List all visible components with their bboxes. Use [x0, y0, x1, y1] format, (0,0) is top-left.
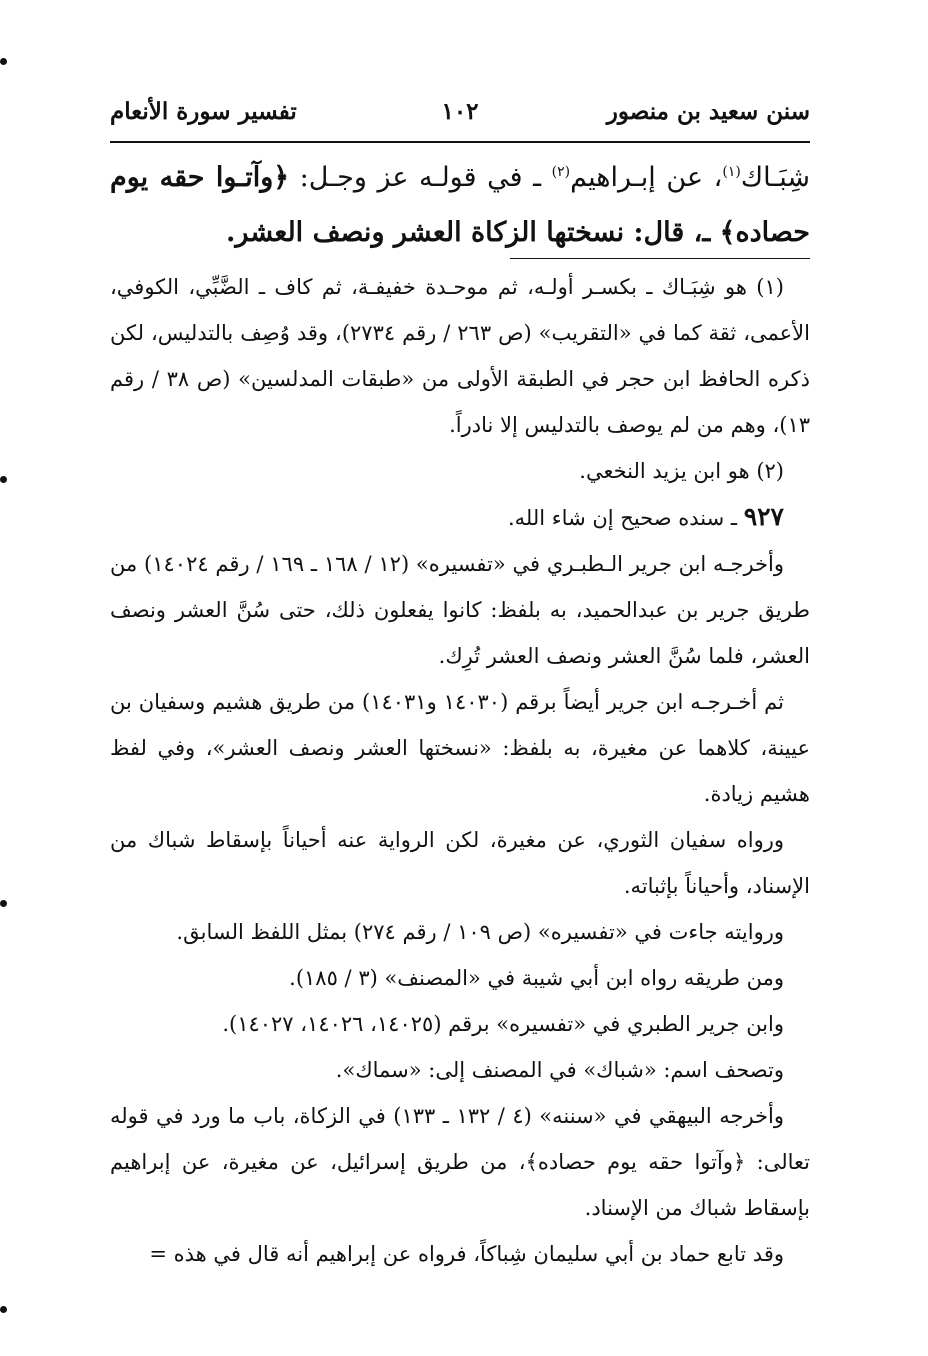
commentary-paragraph: وابن جرير الطبري في «تفسيره» برقم (١٤٠٢٥، ١٤٠٢٦، ١٤٠٢٧).: [222, 1012, 784, 1036]
main-text-segment: شِبَـاك: [740, 162, 810, 193]
hadith-number: ٩٢٧: [743, 502, 784, 531]
running-header: [110, 92, 810, 132]
commentary-paragraph: ومن طريقه رواه ابن أبي شيبة في «المصنف» (٣ / ١٨٥).: [289, 966, 784, 990]
footnote-ref-1: (١): [722, 164, 741, 180]
quran-quote: ﴿وآتـوا حقه يوم حصاده﴾: [110, 162, 810, 248]
scan-mark-dot: [0, 476, 7, 483]
scan-mark-dot: [0, 58, 7, 65]
scan-mark-dot: [0, 1306, 7, 1313]
scan-mark-dot: [0, 900, 7, 907]
header-rule: [110, 141, 810, 143]
commentary-paragraph: ورواه سفيان الثوري، عن مغيرة، لكن الرواية عنه أحياناً بإسقاط شباك من الإسناد، وأحياناً بإثباته.: [110, 828, 810, 898]
hadith-grading: ـ سنده صحيح إن شاء الله.: [508, 506, 738, 530]
main-text-segment: ، عن إبـراهيم: [570, 162, 723, 193]
footnote-ref-2: (٢): [551, 164, 571, 180]
commentary-paragraph: وأخرجـه ابن جرير الـطبـري في «تفسيره» (١٢ / ١٦٨ ـ ١٦٩ / رقم ١٤٠٢٤) من طريق جرير بن عبدالحميد، به بلفظ: كانوا يفعلون ذلك، حتى سُنَّ العشر ونصف العشر، فلما سُنَّ العشر ونصف العشر تُرِك.: [110, 552, 810, 668]
hadith-entry: [110, 494, 810, 541]
page-number: ١٠٢: [441, 98, 479, 125]
main-text-segment: ـ في قولـه عز وجـل:: [289, 162, 552, 193]
footnote-2: (٢) هو ابن يزيد النخعي.: [579, 459, 784, 483]
commentary-paragraph: ثم أخـرجـه ابن جرير أيضاً برقم (١٤٠٣٠ و١٤٠٣١) من طريق هشيم وسفيان بن عيينة، كلاهما عن مغيرة، به بلفظ: «نسختها العشر ونصف العشر»، وفي لفظ هشيم زيادة.: [110, 690, 810, 806]
section-title: تفسير سورة الأنعام: [110, 98, 297, 125]
commentary-paragraph: وروايته جاءت في «تفسيره» (ص ١٠٩ / رقم ٢٧٤) بمثل اللفظ السابق.: [176, 920, 784, 944]
footnote-separator: [510, 258, 810, 259]
commentary-paragraph: وقد تابع حماد بن أبي سليمان شِباكاً، فرواه عن إبراهيم أنه قال في هذه =: [149, 1242, 784, 1266]
book-title: سنن سعيد بن منصور: [606, 98, 810, 125]
commentary-paragraph: وأخرجه البيهقي في «سننه» (٤ / ١٣٢ ـ ١٣٣) في الزكاة، باب ما ورد في قوله تعالى: ﴿وآتوا حقه يوم حصاده﴾، من طريق إسرائيل، عن مغيرة، عن إبراهيم بإسقاط شباك من الإسناد.: [110, 1104, 810, 1220]
footnotes-and-commentary: [110, 264, 810, 1277]
main-text-segment: ـ، قال: نسختها الزكاة العشر ونصف العشر.: [226, 217, 720, 248]
footnote-1: (١) هو شِبَـاك ـ بكسـر أولـه، ثم موحـدة خفيفـة، ثم كاف ـ الضَّبِّي، الكوفي، الأعمى، ثقة كما في «التقريب» (ص ٢٦٣ / رقم ٢٧٣٤)، وقد وُصِف بالتدليس، لكن ذكره الحافظ ابن حجر في الطبقة الأولى من «طبقات المدلسين» (ص ٣٨ / رقم ١٣)، وهم من لم يوصف بالتدليس إلا نادراً.: [110, 275, 810, 437]
commentary-paragraph: وتصحف اسم: «شباك» في المصنف إلى: «سماك».: [335, 1058, 784, 1082]
hadith-main-text: [110, 150, 810, 260]
